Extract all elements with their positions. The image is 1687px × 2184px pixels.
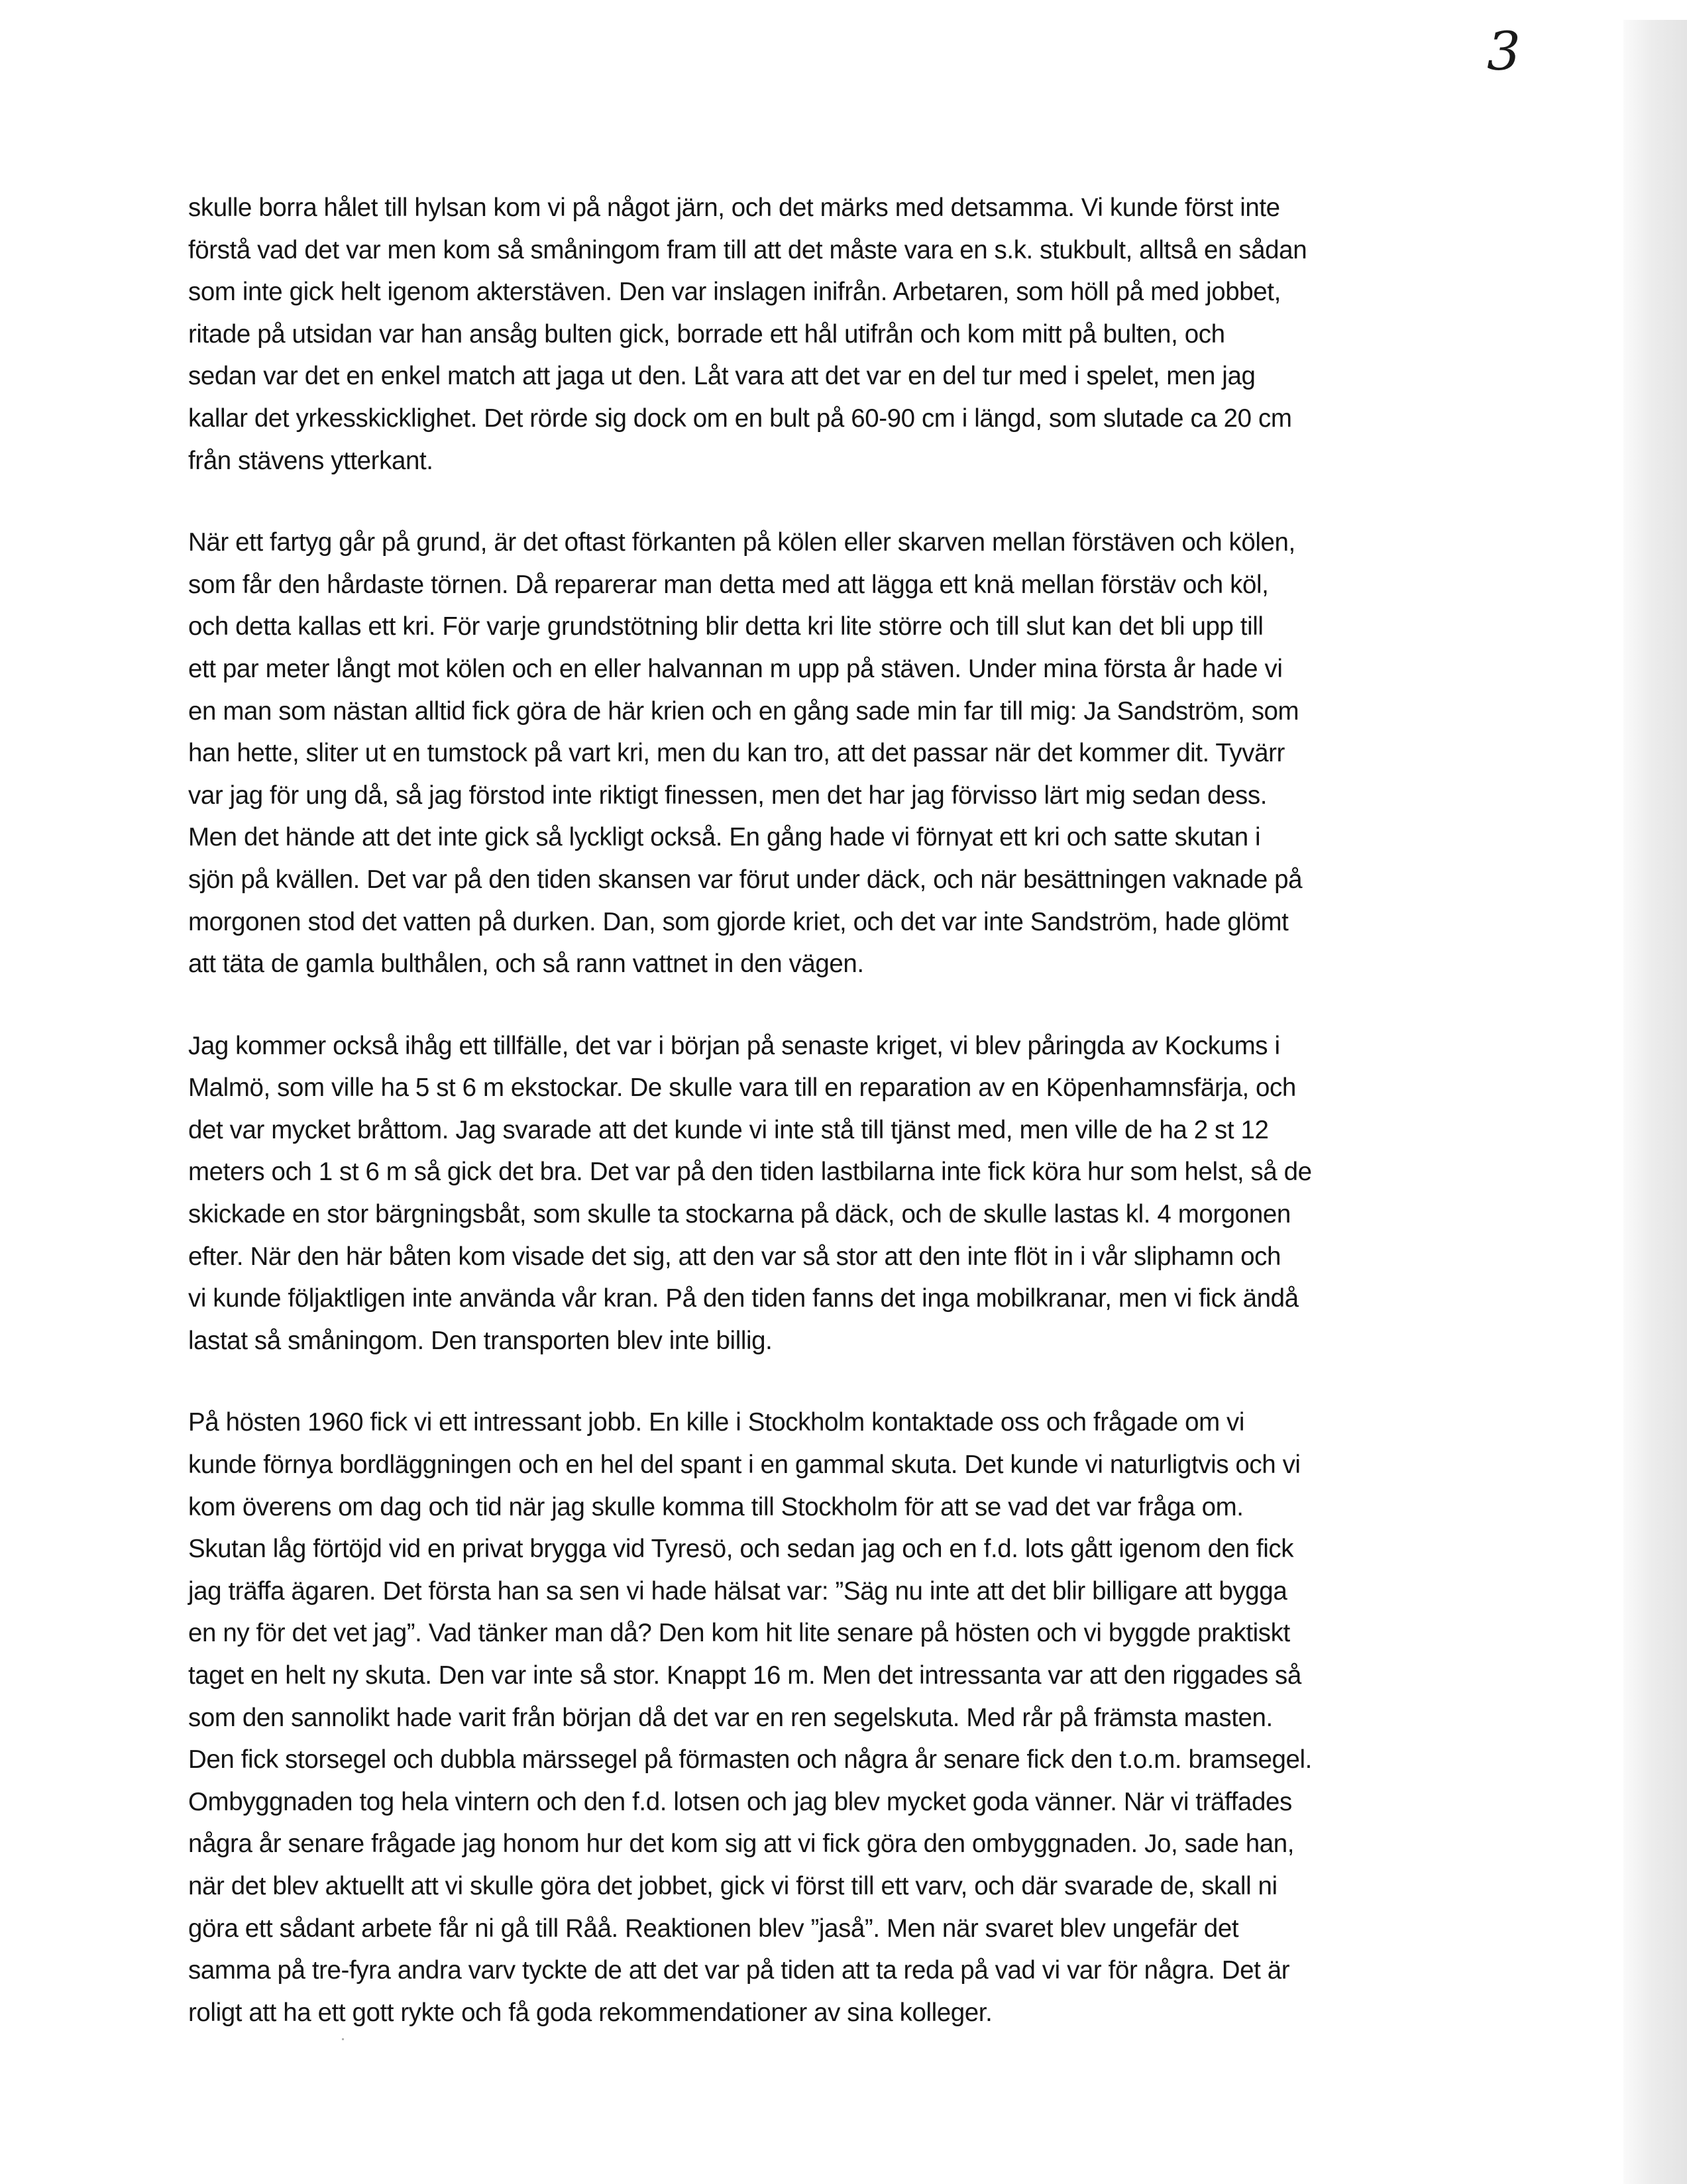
text-line: när det blev aktuellt att vi skulle göra det jobbet, gick vi först till ett varv, och där svarade de, skall ni [188, 1871, 1278, 1900]
paragraph-kockums [188, 1025, 1460, 1362]
paragraph-tyreso-skuta [188, 1401, 1460, 2034]
text-line: som får den hårdaste törnen. Då reparerar man detta med att lägga ett knä mellan förstäv och köl, [188, 570, 1269, 599]
text-line: vi kunde följaktligen inte använda vår kran. På den tiden fanns det inga mobilkranar, men vi fick ändå [188, 1284, 1299, 1313]
text-line: att täta de gamla bulthålen, och så rann vattnet in den vägen. [188, 950, 864, 979]
text-line: en man som nästan alltid fick göra de här krien och en gång sade min far till mig: Ja Sandström, som [188, 696, 1299, 726]
text-line: kom överens om dag och tid när jag skulle komma till Stockholm för att se vad det var fråga om. [188, 1492, 1244, 1521]
text-line: efter. När den här båten kom visade det sig, att den var så stor att den inte flöt in i vår sliphamn och [188, 1242, 1281, 1271]
text-line: roligt att ha ett gott rykte och få goda rekommendationer av sina kolleger. [188, 1998, 993, 2027]
text-line: På hösten 1960 fick vi ett intressant jobb. En kille i Stockholm kontaktade oss och frågade om vi [188, 1408, 1245, 1437]
paragraph-kri [188, 521, 1460, 985]
text-line: skickade en stor bärgningsbåt, som skulle ta stockarna på däck, och de skulle lastas kl. 4 morgonen [188, 1200, 1291, 1229]
text-line: sedan var det en enkel match att jaga ut den. Låt vara att det var en del tur med i spelet, men jag [188, 362, 1256, 391]
text-line: morgonen stod det vatten på durken. Dan, som gjorde kriet, och det var inte Sandström, hade glömt [188, 907, 1289, 936]
text-line: sjön på kvällen. Det var på den tiden skansen var förut under däck, och när besättningen vaknade på [188, 865, 1303, 894]
text-line: jag träffa ägaren. Det första han sa sen vi hade hälsat var: ”Säg nu inte att det blir billigare att bygga [188, 1576, 1287, 1606]
text-line: Den fick storsegel och dubbla märssegel på förmasten och några år senare fick den t.o.m. bramsegel. [188, 1745, 1312, 1774]
text-line: förstå vad det var men kom så småningom fram till att det måste vara en s.k. stukbult, alltså en sådan [188, 235, 1307, 264]
text-line: göra ett sådant arbete får ni gå till Råå. Reaktionen blev ”jaså”. Men när svaret blev ungefär det [188, 1914, 1239, 1943]
text-line: som den sannolikt hade varit från början då det var en ren segelskuta. Med rår på främsta masten. [188, 1703, 1273, 1732]
text-line: var jag för ung då, så jag förstod inte riktigt finessen, men det har jag förvisso lärt mig sedan dess. [188, 781, 1267, 810]
body-text [188, 187, 1460, 2073]
text-line: samma på tre-fyra andra varv tyckte de att det var på tiden att ta reda på vad vi var för några. Det är [188, 1956, 1290, 1985]
text-line: några år senare frågade jag honom hur det kom sig att vi fick göra den ombyggnaden. Jo, sade han, [188, 1829, 1295, 1859]
text-line: det var mycket bråttom. Jag svarade att det kunde vi inte stå till tjänst med, men ville de ha 2 st 12 [188, 1115, 1269, 1144]
text-line: Skutan låg förtöjd vid en privat brygga vid Tyresö, och sedan jag och en f.d. lots gått igenom den fick [188, 1535, 1294, 1564]
text-line: taget en helt ny skuta. Den var inte så stor. Knappt 16 m. Men det intressanta var att den riggades så [188, 1661, 1301, 1690]
text-line: från stävens ytterkant. [188, 446, 433, 475]
text-line: Malmö, som ville ha 5 st 6 m ekstockar. De skulle vara till en reparation av en Köpenhamnsfärja, och [188, 1073, 1296, 1103]
text-line: kallar det yrkesskicklighet. Det rörde sig dock om en bult på 60-90 cm i längd, som slutade ca 20 cm [188, 404, 1292, 433]
text-line: en ny för det vet jag”. Vad tänker man då? Den kom hit lite senare på hösten och vi byggde praktiskt [188, 1619, 1290, 1648]
text-line: När ett fartyg går på grund, är det oftast förkanten på kölen eller skarven mellan förstäven och kölen, [188, 528, 1295, 557]
text-line: ett par meter långt mot kölen och en eller halvannan m upp på stäven. Under mina första år hade vi [188, 654, 1283, 683]
text-line: och detta kallas ett kri. För varje grundstötning blir detta kri lite större och till slut kan det bli upp till [188, 612, 1264, 641]
paragraph-stukbult [188, 187, 1460, 482]
text-line: skulle borra hålet till hylsan kom vi på något järn, och det märks med detsamma. Vi kunde först inte [188, 193, 1280, 222]
text-line: lastat så småningom. Den transporten blev inte billig. [188, 1326, 773, 1355]
text-line: Jag kommer också ihåg ett tillfälle, det var i början på senaste kriget, vi blev påringda av Kockums i [188, 1031, 1280, 1060]
page-number: 3 [1487, 21, 1521, 82]
text-line: Ombyggnaden tog hela vintern och den f.d. lotsen och jag blev mycket goda vänner. När vi träffades [188, 1787, 1292, 1816]
text-line: han hette, sliter ut en tumstock på vart kri, men du kan tro, att det passar när det kommer dit. Tyvärr [188, 739, 1285, 768]
scan-shadow-edge [1623, 20, 1687, 2184]
text-line: meters och 1 st 6 m så gick det bra. Det var på den tiden lastbilarna inte fick köra hur som helst, så de [188, 1158, 1312, 1187]
scan-speck [342, 2038, 344, 2040]
text-line: Men det hände att det inte gick så lyckligt också. En gång hade vi förnyat ett kri och satte skutan i [188, 823, 1261, 852]
text-line: som inte gick helt igenom akterstäven. Den var inslagen inifrån. Arbetaren, som höll på med jobbet, [188, 278, 1281, 307]
text-line: ritade på utsidan var han ansåg bulten gick, borrade ett hål utifrån och kom mitt på bulten, och [188, 319, 1225, 349]
text-line: kunde förnya bordläggningen och en hel del spant i en gammal skuta. Det kunde vi naturligtvis och vi [188, 1450, 1301, 1480]
